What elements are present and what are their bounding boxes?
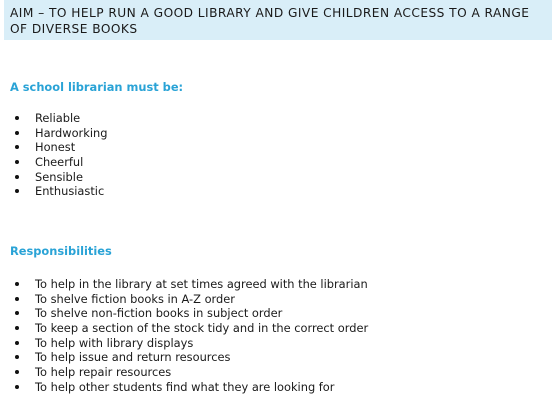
bullet-icon (15, 160, 19, 164)
bullet-icon (15, 116, 19, 120)
list-item-text: Honest (35, 140, 76, 155)
bullet-icon (15, 385, 19, 389)
aim-banner (4, 0, 552, 40)
list-item-text: To help issue and return resources (35, 350, 231, 365)
list-item-text: Reliable (35, 111, 81, 125)
bullet-icon (15, 370, 19, 374)
bullet-icon (15, 341, 19, 345)
bullet-icon (15, 145, 19, 149)
bullet-icon (15, 282, 19, 286)
list-item-text: Sensible (35, 169, 83, 184)
bullet-icon (15, 311, 19, 315)
bullet-icon (15, 297, 19, 301)
bullet-icon (15, 189, 19, 193)
list-item-text: Enthusiastic (35, 184, 105, 199)
list-item-text: To help other students find what they are looking for (35, 379, 335, 394)
bullet-icon (15, 131, 19, 135)
qualities-heading: A school librarian must be: (10, 80, 184, 94)
aim-text-line-1: AIM – TO HELP RUN A GOOD LIBRARY AND GIVE CHILDREN ACCESS TO A RANGE (10, 6, 530, 20)
list-item-text: To shelve fiction books in A-Z order (35, 291, 235, 306)
list-item-text: Cheerful (35, 155, 84, 170)
bullet-icon (15, 175, 19, 179)
list-item-text: To shelve non-fiction books in subject order (35, 306, 283, 321)
list-item-text: To keep a section of the stock tidy and in the correct order (35, 321, 369, 336)
aim-text-line-2: OF DIVERSE BOOKS (10, 22, 138, 36)
list-item-text: To help with library displays (35, 335, 194, 350)
list-item-text: To help in the library at set times agreed with the librarian (35, 277, 368, 291)
bullet-icon (15, 326, 19, 330)
responsibilities-heading: Responsibilities (10, 244, 112, 258)
list-item-text: Hardworking (35, 125, 108, 140)
list-item-text: To help repair resources (35, 365, 172, 380)
bullet-icon (15, 355, 19, 359)
